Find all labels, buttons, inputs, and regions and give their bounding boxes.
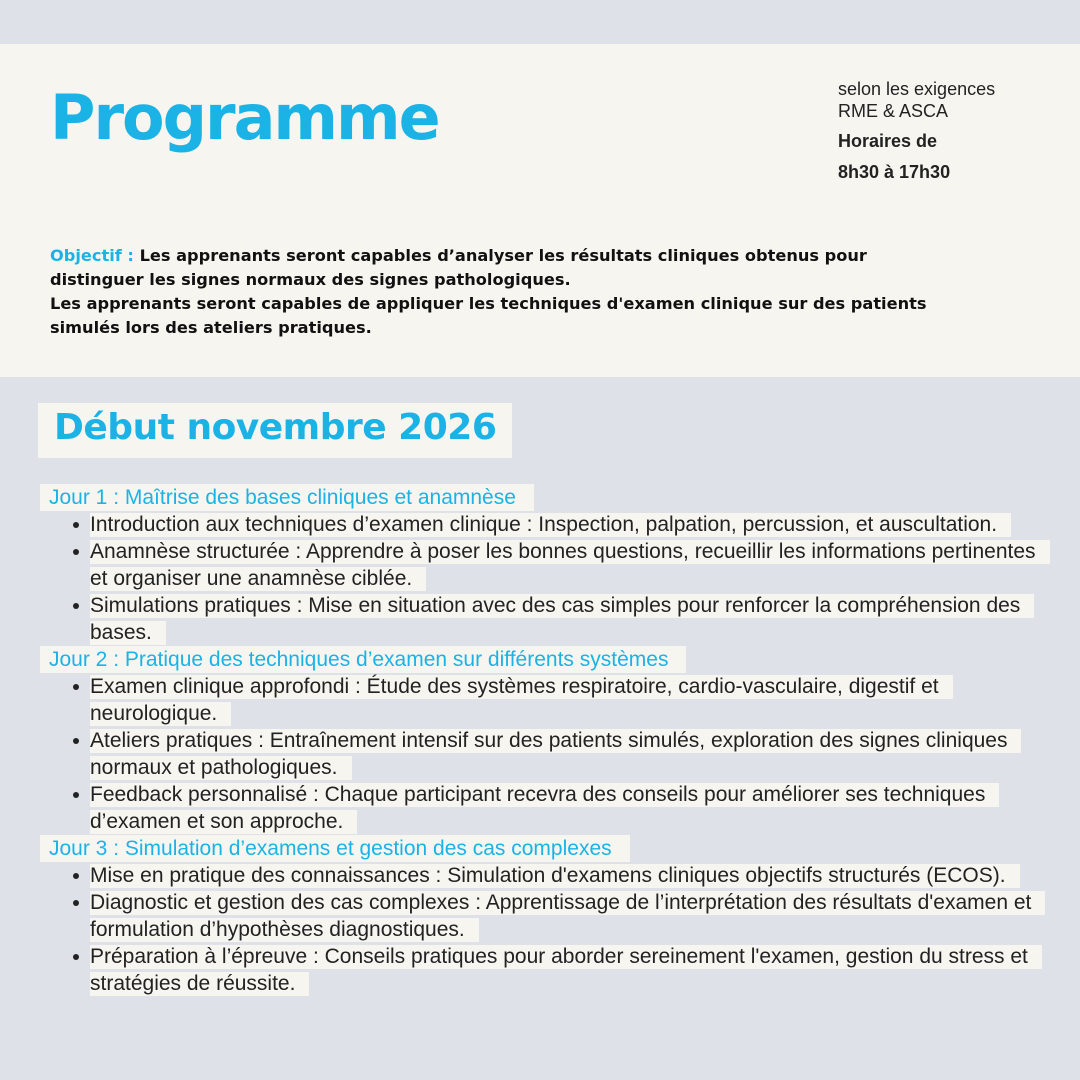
day-title: Jour 2 : Pratique des techniques d’examen sur différents systèmes [40,646,686,673]
list-item-text: Préparation à l’épreuve : Conseils pratiques pour aborder sereinement l'examen, gestion du stress et stratégies de réussite. [90,945,1042,996]
hours-line-1: Horaires de [838,131,938,151]
day-items [40,673,1050,835]
hours-text [838,126,1018,188]
requirements-text: selon les exigences RME & ASCA [838,79,996,121]
objective-block [50,244,950,340]
list-item-text: Feedback personnalisé : Chaque participant recevra des conseils pour améliorer ses techniques d’examen et son approche. [90,783,999,834]
info-block [838,78,1018,188]
list-item [64,862,1050,889]
list-item-text: Ateliers pratiques : Entraînement intensif sur des patients simulés, exploration des signes cliniques normaux et pathologiques. [90,729,1021,780]
list-item [64,943,1050,997]
list-item [64,781,1050,835]
day-section [40,484,1050,646]
list-item [64,727,1050,781]
day-title: Jour 1 : Maîtrise des bases cliniques et anamnèse [40,484,534,511]
start-date-heading: Début novembre 2026 [38,403,512,458]
list-item-text: Simulations pratiques : Mise en situation avec des cas simples pour renforcer la compréhension des bases. [90,594,1034,645]
program-days [40,484,1050,997]
day-items [40,511,1050,646]
list-item-text: Diagnostic et gestion des cas complexes : Apprentissage de l’interprétation des résultats d'examen et formulation d’hypothèses diagnostiques. [90,891,1045,942]
day-section [40,646,1050,835]
objective-label: Objectif : [50,246,134,265]
day-section [40,835,1050,997]
list-item-text: Mise en pratique des connaissances : Simulation d'examens cliniques objectifs structurés (ECOS). [90,864,1020,888]
list-item [64,673,1050,727]
list-item [64,592,1050,646]
list-item-text: Examen clinique approfondi : Étude des systèmes respiratoire, cardio-vasculaire, digestif et neurologique. [90,675,953,726]
day-items [40,862,1050,997]
list-item [64,889,1050,943]
list-item [64,538,1050,592]
day-title: Jour 3 : Simulation d’examens et gestion des cas complexes [40,835,630,862]
list-item [64,511,1050,538]
objective-text-1: Les apprenants seront capables d’analyser les résultats cliniques obtenus pour distinguer les signes normaux des signes pathologiques. [50,246,867,289]
hours-line-2: 8h30 à 17h30 [838,162,951,182]
objective-text-2: Les apprenants seront capables de appliquer les techniques d'examen clinique sur des patients simulés lors des ateliers pratiques. [50,294,927,337]
list-item-text: Anamnèse structurée : Apprendre à poser les bonnes questions, recueillir les informations pertinentes et organiser une anamnèse ciblée. [90,540,1050,591]
list-item-text: Introduction aux techniques d’examen clinique : Inspection, palpation, percussion, et auscultation. [90,513,1011,537]
page-title: Programme [50,81,439,154]
